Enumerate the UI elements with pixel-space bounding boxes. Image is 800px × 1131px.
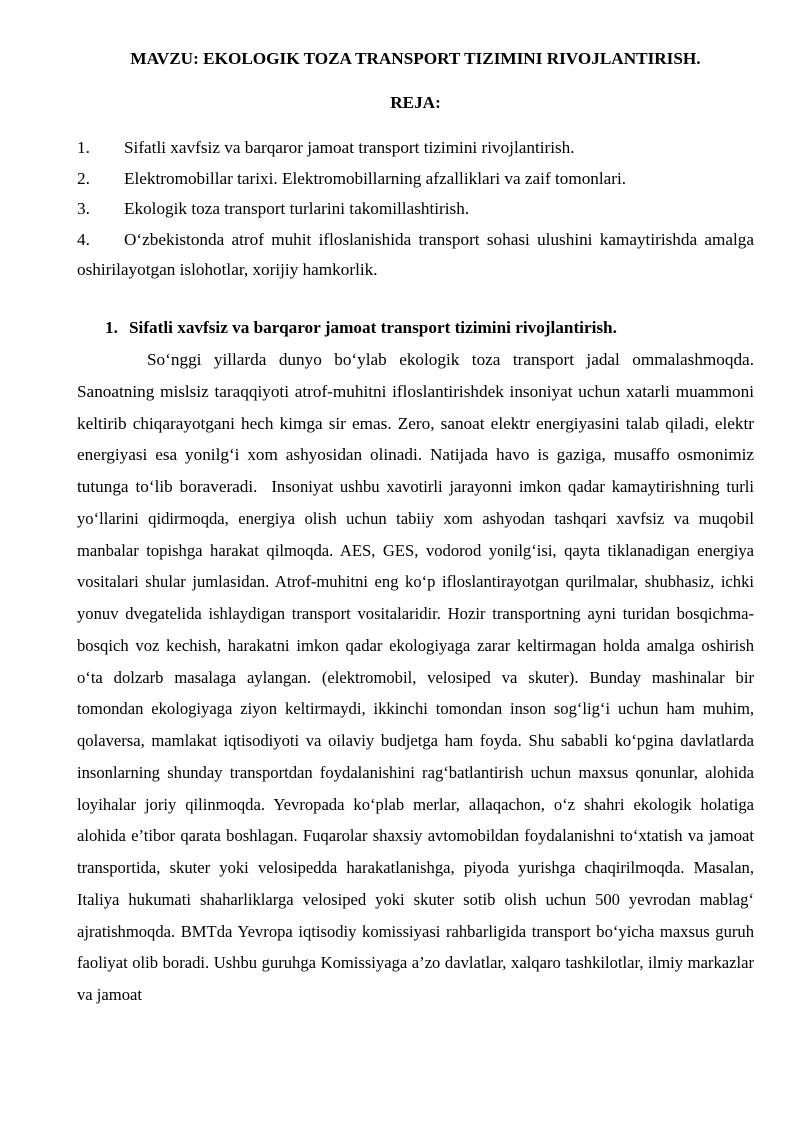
section-title: Sifatli xavfsiz va barqaror jamoat transport tizimini rivojlantirish. [129,318,617,337]
plan-item-number: 2. [77,168,90,188]
plan-item [77,194,754,225]
plan-item [77,225,754,286]
body-paragraph-part-2: Insoniyat ushbu xavotirli jarayonni imkon qadar kamaytirishning turli yo‘llarini qidirmoqda, energiya olish uchun tabiiy xom ashyodan tashqari xavfsiz va muqobil manbalar topishga harakat qilmoqda. AES, GES, vodorod yonilg‘isi, qayta tiklanadigan energiya vositalari shular jumlasidan. Atrof-muhitni eng ko‘p ifloslantirayotgan qurilmalar, shubhasiz, ichki yonuv dvegatelida ishlaydigan transport vositalaridir. Hozir transportning ayni turidan bosqichma-bosqich voz kechish, harakatni imkon qadar ekologiyaga zarar keltirmagan holda amalga oshirish o‘ta dolzarb masalaga aylangan. (elektromobil, velosiped va skuter). Bunday mashinalar bir tomondan ekologiyaga ziyon keltirmaydi, ikkinchi tomondan inson sog‘lig‘i uchun ham muhim, qolaversa, mamlakat iqtisodiyoti va oilaviy budjetga ham foyda. Shu sababli ko‘pgina davlatlarda insonlarning shunday transportdan foydalanishini rag‘batlantirish uchun maxsus qonunlar, alohida loyihalar joriy qilinmoqda. Yevropada ko‘plab merlar, allaqachon, o‘z shahri ekologik holatiga alohida e’tibor qarata boshlagan. Fuqarolar shaxsiy avtomobildan foydalanishni to‘xtatish va jamoat transportida, skuter yoki velosipedda harakatlanishga, piyoda yurishga chaqirilmoqda. Masalan, Italiya hukumati shaharliklarga velosiped yoki skuter sotib olish uchun 500 yevrodan mablag‘ ajratishmoqda. BMTda Yevropa iqtisodiy komissiyasi rahbarligida transport bo‘yicha maxsus guruh faoliyat olib boradi. Ushbu guruhga Komissiyaga a’zo davlatlar, xalqaro tashkilotlar, ilmiy markazlar va jamoat [77,477,755,1004]
plan-item-number: 4. [77,229,90,249]
plan-list [77,133,754,286]
plan-item [77,164,754,195]
plan-item-text: Ekologik toza transport turlarini takomillashtirish. [124,199,470,218]
document-title: MAVZU: EKOLOGIK TOZA TRANSPORT TIZIMINI RIVOJLANTIRISH. [130,49,701,68]
section-number: 1. [105,318,118,337]
plan-item-text: O‘zbekistonda atrof muhit ifloslanishida transport sohasi ulushini kamaytirishda amalga oshirilayotgan islohotlar, xorijiy hamkorlik. [77,229,754,279]
plan-item-text: Sifatli xavfsiz va barqaror jamoat transport tizimini rivojlantirish. [124,138,575,157]
plan-item-text: Elektromobillar tarixi. Elektromobillarning afzalliklari va zaif tomonlari. [124,168,627,188]
plan-heading: REJA: [390,93,441,112]
body-paragraph [77,344,754,1011]
plan-item-number: 1. [77,138,90,157]
section-heading [105,316,754,340]
plan-item [77,133,754,164]
body-paragraph-part-1: So‘nggi yillarda dunyo bo‘ylab ekologik toza transport jadal ommalashmoqda. Sanoatning mislsiz taraqqiyoti atrof-muhitni ifloslantirishdek insoniyat uchun xatarli muammoni keltirib chiqarayotgani hech kimga sir emas. Zero, sanoat elektr energiyasini talab qiladi, elektr energiyasi esa yonilg‘i xom ashyosidan olinadi. Natijada havo is gaziga, musaffo osmonimiz tutunga to‘lib boraveradi. [77,350,754,496]
plan-item-number: 3. [77,199,90,218]
